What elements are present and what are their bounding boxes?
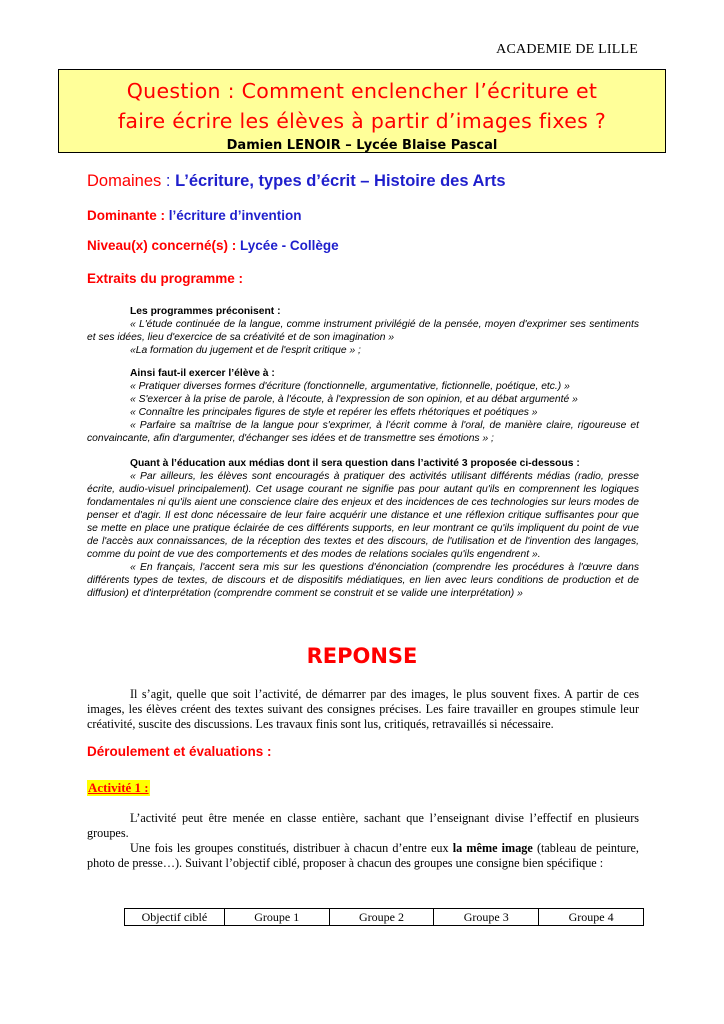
question-author: Damien LENOIR – Lycée Blaise Pascal bbox=[226, 138, 498, 153]
domaines-value: L’écriture, types d’écrit – Histoire des Arts bbox=[175, 172, 506, 190]
preconisent-title: Les programmes préconisent : bbox=[130, 306, 281, 317]
exercer-quote-3: « Connaître les principales figures de style et repérer les effets rhétoriques et poétiques » bbox=[130, 407, 538, 418]
medias-quote-2: « En français, l'accent sera mis sur les questions d'énonciation (comprendre les procédures à l'œuvre dans différents types de textes, de discours et de dispositifs médiatiques, en lien avec leurs conditions de production et de diffusion) et d'interprétation (comprendre comment se construit et se valide une interprétation) » bbox=[87, 562, 639, 599]
question-title-line-1: Question : Comment enclencher l’écriture et bbox=[126, 79, 598, 103]
question-box bbox=[58, 69, 666, 153]
preconisent-quote-2: «La formation du jugement et de l'esprit critique » ; bbox=[130, 345, 361, 356]
reponse-intro bbox=[87, 687, 639, 732]
medias-title: Quant à l’éducation aux médias dont il sera question dans l’activité 3 proposée ci-dessous : bbox=[130, 458, 580, 469]
exercer-quote-1: « Pratiquer diverses formes d'écriture (fonctionnelle, argumentative, fictionnelle, poétique, etc.) » bbox=[130, 381, 570, 392]
institution-header: ACADEMIE DE LILLE bbox=[496, 42, 638, 57]
niveaux-line bbox=[87, 238, 339, 253]
reponse-heading: REPONSE bbox=[306, 644, 418, 668]
programme-exercer bbox=[87, 367, 639, 445]
reponse-intro-paragraph: Il s’agit, quelle que soit l’activité, de démarrer par des images, le plus souvent fixes. A partir de ces images, les élèves créent des textes suivant des consignes précises. Les faire travailler en groupes stimule leur créativité, suscite des discussions. Les travaux finis sont lus, critiqués, retravaillés si nécessaire. bbox=[87, 687, 639, 731]
activite-1-p2-start: Une fois les groupes constitués, distribuer à chacun d’entre eux bbox=[130, 841, 453, 855]
exercer-quote-4: « Parfaire sa maîtrise de la langue pour s'exprimer, à l'écrit comme à l'oral, de manière claire, rigoureuse et convaincante, afin d'argumenter, d'échanger ses idées et de transmettre ses émotions » ; bbox=[87, 420, 639, 444]
activite-1-text bbox=[87, 811, 639, 871]
activite-1-paragraph-1: L’activité peut être menée en classe entière, sachant que l’enseignant divise l’effectif en plusieurs groupes. bbox=[87, 811, 639, 840]
table-header-groupe-3: Groupe 3 bbox=[434, 909, 539, 926]
exercer-quote-2: « S'exercer à la prise de parole, à l'écoute, à l'expression de son opinion, et au débat argumenté » bbox=[130, 394, 578, 405]
exercer-title: Ainsi faut-il exercer l’élève à : bbox=[130, 368, 275, 379]
activite-1-heading: Activité 1 : bbox=[88, 780, 149, 795]
dominante-label: Dominante : bbox=[87, 208, 169, 223]
activite-1-p2-bold: la même image bbox=[452, 841, 533, 855]
deroulement-heading: Déroulement et évaluations : bbox=[87, 744, 272, 759]
medias-quote-1: « Par ailleurs, les élèves sont encouragés à pratiquer des activités utilisant différents médias (radio, presse écrite, audio-visuel principalement). Cet usage courant ne signifie pas pour autant qu'ils en comprennent les logiques fondamentales ni qu'ils aient une conscience claire des enjeux et des incidences de ces technologies sur leurs modes de penser et d'agir. Il est donc nécessaire de leur faire acquérir une distance et une réflexion critique suffisantes pour que se mette en place une pratique éclairée de ces différents supports, en leur montrant ce qu'ils impliquent du point de vue de l'accès aux connaissances, de la réception des textes et des discours, de l'utilisation et de l'invention des langages, comme du point de vue des comportements et des modes de relations sociales qu'ils engendrent ». bbox=[87, 471, 639, 560]
programme-preconisent bbox=[87, 305, 639, 357]
activite-1-paragraph-2 bbox=[87, 841, 639, 871]
table-header-groupe-2: Groupe 2 bbox=[329, 909, 434, 926]
objectives-table bbox=[124, 908, 644, 926]
preconisent-quote-1: « L'étude continuée de la langue, comme instrument privilégié de la pensée, moyen d'exprimer ses sentiments et ses idées, lieu d'exercice de sa créativité et de son imagination » bbox=[87, 319, 639, 343]
extraits-heading: Extraits du programme : bbox=[87, 271, 244, 286]
dominante-line bbox=[87, 208, 302, 223]
question-title-line-2: faire écrire les élèves à partir d’images fixes ? bbox=[117, 109, 607, 133]
domaines-line bbox=[87, 172, 506, 191]
activite-1-p2-end: (tableau de peinture, photo de presse…). Suivant l’objectif ciblé, proposer à chacun des groupes une consigne bien spécifique : bbox=[87, 841, 639, 870]
niveaux-label: Niveau(x) concerné(s) : bbox=[87, 238, 241, 253]
table-header-groupe-1: Groupe 1 bbox=[224, 909, 329, 926]
domaines-separator: : bbox=[161, 172, 176, 190]
table-header-row bbox=[125, 909, 644, 926]
domaines-label: Domaines bbox=[87, 172, 162, 190]
table-header-groupe-4: Groupe 4 bbox=[539, 909, 644, 926]
programme-medias bbox=[87, 457, 639, 600]
table-header-objectif: Objectif ciblé bbox=[125, 909, 225, 926]
dominante-value: l’écriture d’invention bbox=[168, 208, 302, 223]
niveaux-value: Lycée - Collège bbox=[240, 238, 339, 253]
